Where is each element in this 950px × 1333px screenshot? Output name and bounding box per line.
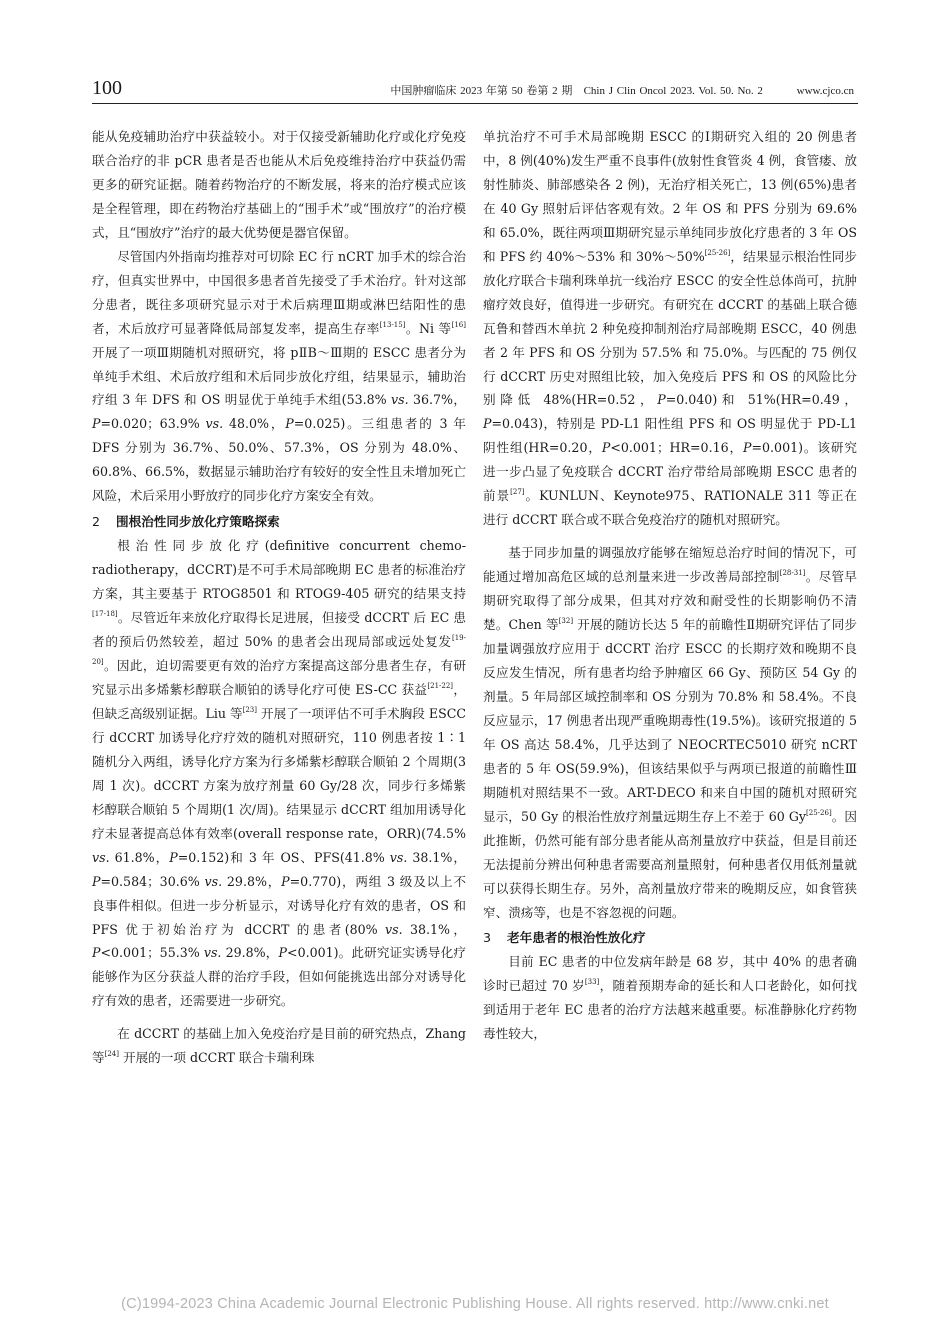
citation-ref[interactable]: [17-18] bbox=[92, 610, 118, 619]
section-heading bbox=[92, 510, 466, 534]
running-header bbox=[390, 82, 854, 98]
section-heading bbox=[483, 926, 857, 950]
journal-title-en: Chin J Clin Oncol 2023. Vol. 50. No. 2 bbox=[583, 85, 763, 97]
citation-ref[interactable]: [25-26] bbox=[704, 248, 731, 257]
page-number: 100 bbox=[92, 77, 122, 99]
section-number: 2 bbox=[92, 514, 101, 530]
left-column bbox=[92, 125, 466, 1070]
citation-ref[interactable]: [32] bbox=[558, 617, 574, 626]
citation-ref[interactable]: [28-31] bbox=[779, 569, 806, 578]
body-paragraph: 尽管国内外指南均推荐对可切除 EC 行 nCRT 加手术的综合治疗，但真实世界中，中国很多患者首先接受了手术治疗。针对这部分患者，既往多项研究显示对于术后病理Ⅲ期或淋巴结阳性的患者，术后放疗可显著降低局部复发率，提高生存率[13-15]。Ni 等[16] 开展了一项Ⅲ期随机对照研究，将 pⅡB～Ⅲ期的 ESCC 患者分为单纯手术组、术后放疗组和术后同步放化疗组，结果显示，辅助治疗组 3 年 DFS 和 OS 明显优于单纯手术组(53.8% vs. 36.7%，P=0.020；63.9% vs. 48.0%，P=0.025)。三组患者的 3 年 DFS 分别为 36.7%、50.0%、57.3%，OS 分别为 48.0%、60.8%、66.5%，数据显示辅助治疗有较好的安全性且未增加死亡风险，术后采用小野放疗的同步化疗方案安全有效。 bbox=[92, 248, 467, 504]
citation-ref[interactable]: [13-15] bbox=[379, 320, 406, 329]
journal-website[interactable]: www.cjco.cn bbox=[796, 85, 854, 97]
citation-ref[interactable]: [16] bbox=[451, 320, 466, 329]
section-title: 老年患者的根治性放化疗 bbox=[507, 930, 646, 946]
right-column bbox=[483, 125, 857, 1046]
body-paragraph: 根治性同步放化疗(definitive concurrent chemo-radiotherapy，dCCRT)是不可手术局部晚期 EC 患者的标准治疗方案，其主要基于 RTOG8501 和 RTOG9-405 研究的结果支持[17-18]。尽管近年来放化疗取得长足进展，但接受 dCCRT 后 EC 患者的预后仍然较差，超过 50% 的患者会出现局部或远处复发[19-20]。因此，迫切需要更有效的治疗方案提高这部分患者生存，有研究显示出多烯紫杉醇联合顺铂的诱导化疗可使 ES-CC 获益[21-22]，但缺乏高级别证据。Liu 等[23] 开展了一项评估不可手术胸段 ESCC 行 dCCRT 加诱导化疗疗效的随机对照研究，110 例患者按 1∶1 随机分入两组，诱导化疗方案为行多烯紫杉醇联合顺铂 2 个周期(3 周 1 次)。dCCRT 方案为放疗剂量 60 Gy/28 次，同步行多烯紫杉醇联合顺铂 5 个周期(1 次/周)。结果显示 dCCRT 组加用诱导化疗未显著提高总体有效率(overall response rate，ORR)(74.5% vs. 61.8%，P=0.152)和 3 年 OS、PFS(41.8% vs. 38.1%，P=0.584；30.6% vs. 29.8%，P=0.770)，两组 3 级及以上不良事件相似。但进一步分析显示，对诱导化疗有效的患者，OS 和 PFS 优于初始治疗为 dCCRT 的患者(80% vs. 38.1%，P<0.001；55.3% vs. 29.8%，P<0.001)。此研究证实诱导化疗能够作为区分获益人群的治疗手段，但如何能挑选出部分对诱导化疗有效的患者，还需要进一步研究。 bbox=[92, 538, 467, 1009]
citation-ref[interactable]: [25-26] bbox=[806, 808, 832, 817]
body-paragraph: 基于同步加量的调强放疗能够在缩短总治疗时间的情况下，可能通过增加高危区域的总剂量来进一步改善局部控制[28-31]。尽管早期研究取得了部分成果，但其对疗效和耐受性的长期影响仍不清楚。Chen 等[32] 开展的随访长达 5 年的前瞻性Ⅱ期研究评估了同步加量调强放疗应用于 dCCRT 治疗 ESCC 的长期疗效和晚期不良反应发生情况，所有患者均给予肿瘤区 66 Gy、预防区 54 Gy 的剂量。5 年局部区域控制率和 OS 分别为 70.8% 和 58.4%。不良反应显示，17 例患者出现严重晚期毒性(19.5%)。该研究报道的 5 年 OS 高达 58.4%，几乎达到了 NEOCRTEC5010 研究 nCRT 患者的 5 年 OS(59.9%)，但该结果似乎与两项已报道的前瞻性Ⅲ期随机对照结果不一致。ART-DECO 和来自中国的随机对照研究显示，50 Gy 的根治性放疗剂量远期生存上不差于 60 Gy[25-26]。因此推断，仍然可能有部分患者能从高剂量放疗中获益，但是目前还无法提前分辨出何种患者需要高剂量照射，何种患者仅用低剂量就可以获得长期生存。另外，高剂量放疗带来的晚期反应，如食管狭窄、溃疡等，也是不容忽视的问题。 bbox=[483, 545, 858, 920]
citation-ref[interactable]: [19-20] bbox=[92, 634, 466, 667]
body-paragraph: 目前 EC 患者的中位发病年龄是 68 岁，其中 40% 的患者确诊时已超过 70 岁[33]，随着预期寿命的延长和人口老龄化，如何找到适用于老年 EC 患者的治疗方法越来越重要。标准静脉化疗药物毒性较大， bbox=[483, 954, 857, 1042]
section-title: 围根治性同步放化疗策略探索 bbox=[116, 514, 280, 530]
section-number: 3 bbox=[483, 930, 492, 946]
citation-ref[interactable]: [27] bbox=[510, 488, 525, 497]
body-paragraph: 在 dCCRT 的基础上加入免疫治疗是目前的研究热点，Zhang 等[24] 开展的一项 dCCRT 联合卡瑞利珠 bbox=[92, 1026, 466, 1066]
citation-ref[interactable]: [24] bbox=[104, 1050, 119, 1059]
citation-ref[interactable]: [21-22] bbox=[427, 681, 454, 690]
copyright-footer: (C)1994-2023 China Academic Journal Electronic Publishing House. All rights reserved. http://www.cnki.net bbox=[121, 1296, 829, 1312]
body-paragraph: 能从免疫辅助治疗中获益较小。对于仅接受新辅助化疗或化疗免疫联合治疗的非 pCR 患者是否也能从术后免疫维持治疗中获益仍需更多的研究证据。随着药物治疗的不断发展，将来的治疗模式应该是全程管理，即在药物治疗基础上的“围手术”或“围放疗”的治疗模式，且“围放疗”治疗的最大优势便是器官保留。 bbox=[92, 129, 466, 240]
citation-ref[interactable]: [23] bbox=[242, 705, 257, 714]
journal-title-cn: 中国肿瘤临床 2023 年第 50 卷第 2 期 bbox=[390, 85, 573, 97]
header-rule bbox=[92, 103, 858, 104]
citation-ref[interactable]: [33] bbox=[584, 978, 600, 987]
body-paragraph: 单抗治疗不可手术局部晚期 ESCC 的Ⅰ期研究入组的 20 例患者中，8 例(40%)发生严重不良事件(放射性食管炎 4 例，食管瘘、放射性肺炎、肺部感染各 2 例)，无治疗相关死亡，13 例(65%)患者在 40 Gy 照射后评估客观有效。2 年 OS 和 PFS 分别为 69.6% 和 65.0%，既往两项Ⅲ期研究显示单纯同步放化疗患者的 3 年 OS 和 PFS 约 40%～53% 和 30%～50%[25-26]，结果显示根治性同步放化疗联合卡瑞利珠单抗一线治疗 ESCC 的安全性总体尚可，抗肿瘤疗效良好，值得进一步研究。有研究在 dCCRT 的基础上联合德瓦鲁和替西木单抗 2 种免疫抑制剂治疗局部晚期 ESCC，40 例患者 2 年 PFS 和 OS 分别为 57.5% 和 75.0%。与匹配的 75 例仅行 dCCRT 历史对照组比较，加入免疫后 PFS 和 OS 的风险比分别降低 48%(HR=0.52，P=0.040)和 51%(HR=0.49，P=0.043)，特别是 PD-L1 阳性组 PFS 和 OS 明显优于 PD-L1 阴性组(HR=0.20，P<0.001；HR=0.16，P=0.001)。该研究进一步凸显了免疫联合 dCCRT 治疗带给局部晚期 ESCC 患者的前景[27]。KUNLUN、Keynote975、RATIONALE 311 等正在进行 dCCRT 联合或不联合免疫治疗的随机对照研究。 bbox=[483, 129, 857, 528]
